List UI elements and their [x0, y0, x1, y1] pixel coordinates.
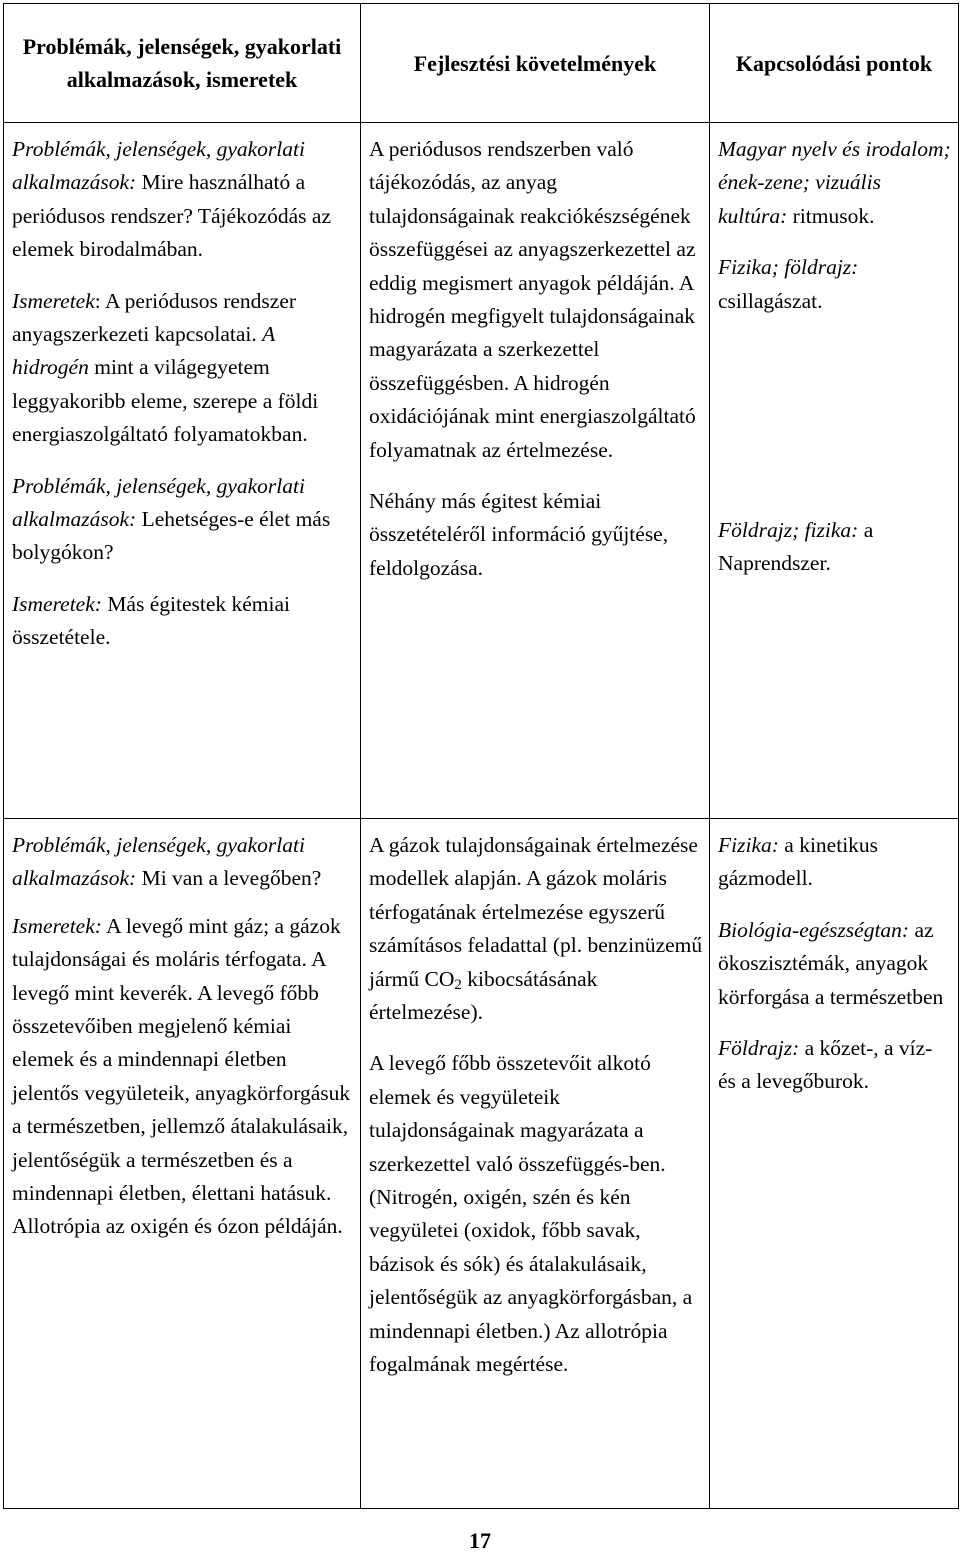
row1-con-p3-text: a Naprendszer.: [718, 518, 874, 576]
row2-p2-label: Ismeretek:: [12, 913, 102, 938]
row2-con-p3: [718, 1032, 952, 1099]
row1-p1: [12, 133, 354, 267]
row1-p4-text: Más égitestek kémiai összetétele.: [12, 591, 291, 650]
row1-p3: [12, 470, 354, 570]
row2-p1-label: Problémák, jelenségek, gyakorlati alkalmazások:: [12, 833, 305, 891]
row1-req-p2: Néhány más égitest kémiai összetételéről információ gyűjtése, feldolgozása.: [369, 489, 669, 580]
row1-con-p3: [718, 514, 952, 581]
row2-p2: [12, 910, 354, 1244]
row2-req-p1-sub: 2: [454, 976, 462, 993]
row1-p2-text1: A periódusos rendszer anyagszerkezeti kapcsolatai.: [12, 288, 297, 347]
row2-con-p2-text: az ökoszisztémák, anyagok körforgása a természetben: [718, 917, 944, 1009]
row1-p4-label: Ismeretek:: [12, 591, 102, 616]
row1-p2-italic: A hidrogén: [12, 322, 275, 380]
row2-p1-text: Mi van a levegőben?: [141, 866, 322, 891]
row2-con-p2-label: Biológia-egészségtan:: [718, 917, 910, 942]
header-requirements: Fejlesztési követelmények: [361, 4, 710, 123]
header-connections: Kapcsolódási pontok: [710, 4, 959, 123]
header-row: [4, 4, 959, 123]
row1-req-p1: A periódusos rendszerben való tájékozódás, az anyag tulajdonságainak reakciókészségének összefüggései az anyagszerkezettel az eddig megismert anyagok példáján. A hidrogén megfigyelt tulajdonságainak magyarázata a szerkezettel összefüggésben. A hidrogén oxidációjának mint energiaszolgáltató folyamatnak az értelmezése.: [369, 137, 696, 462]
row2-req-p1-b: kibocsátásának értelmezése).: [369, 966, 598, 1025]
row1-p2: [12, 285, 354, 452]
row1-p2-colon: :: [94, 288, 101, 313]
table-row: [4, 123, 959, 819]
row2-con-p1-text: a kinetikus gázmodell.: [718, 833, 879, 891]
row2-requirements-cell: [361, 819, 710, 1509]
header-problems: Problémák, jelenségek, gyakorlati alkalmazások, ismeretek: [4, 4, 361, 123]
row2-p1: [12, 829, 354, 896]
row2-con-p3-text: a kőzet-, a víz- és a levegőburok.: [718, 1036, 933, 1094]
row1-con-p1-text: ritmusok.: [792, 203, 875, 228]
row1-con-p1: [718, 133, 952, 233]
curriculum-table: [3, 3, 959, 1509]
row1-p3-label: Problémák, jelenségek, gyakorlati alkalmazások:: [12, 473, 305, 532]
row2-con-p1-label: Fizika:: [718, 833, 779, 857]
row1-p3-text: Lehetséges-e élet más bolygókon?: [12, 507, 331, 565]
row1-p2-text2: mint a világegyetem leggyakoribb eleme, szerepe a földi energiaszolgáltató folyamatokban.: [12, 355, 319, 447]
row1-p2-label: Ismeretek: [12, 288, 95, 313]
row2-con-p1: [718, 829, 952, 896]
row2-problems-cell: [4, 819, 361, 1509]
row2-connections-cell: [710, 819, 959, 1509]
row1-connections-cell: [710, 123, 959, 819]
row1-p4: [12, 588, 354, 655]
row1-p1-label: Problémák, jelenségek, gyakorlati alkalmazások:: [12, 137, 305, 195]
row1-con-p2: [718, 251, 952, 318]
table-row: [4, 819, 959, 1509]
row2-req-p2: A levegő főbb összetevőit alkotó elemek és vegyületeik tulajdonságainak magyarázata a szerkezettel való összefüggés-ben. (Nitrogén, oxigén, szén és kén vegyületei (oxidok, főbb savak, bázisok és sók) és átalakulásaik, jelentőségük az anyagkörforgásban, a mindennapi életben.) Az allotrópia fogalmának megértése.: [369, 1051, 693, 1377]
row2-req-p1-a: A gázok tulajdonságainak értelmezése modellek alapján. A gázok moláris térfogatának értelmezése egyszerű számításos feladattal (pl. benzinüzemű jármű CO: [369, 833, 703, 991]
row2-req-p1: [369, 829, 703, 1029]
row1-p1-text: Mire használható a periódusos rendszer? Tájékozódás az elemek birodalmában.: [12, 170, 331, 262]
row1-con-p3-label: Földrajz; fizika:: [718, 518, 859, 543]
row1-requirements-cell: [361, 123, 710, 819]
row1-con-p2-label: Fizika; földrajz:: [718, 255, 859, 280]
row1-con-p2-text: csillagászat.: [718, 288, 823, 313]
row2-p2-text: A levegő mint gáz; a gázok tulajdonságai és moláris térfogata. A levegő mint keverék. A levegő főbb összetevőiben megjelenő kémiai elemek és a mindennapi életben jelentős vegyületeik, anyagkörforgásuk a természetben, jellemző átalakulásaik, jelentőségük a természetben és a mindennapi életben, élettani hatásuk. Allotrópia az oxigén és ózon példáján.: [12, 913, 351, 1239]
row2-con-p2: [718, 914, 952, 1014]
row1-con-p1-label: Magyar nyelv és irodalom; ének-zene; vizuális kultúra:: [718, 137, 951, 228]
page-number: 17: [469, 1528, 491, 1553]
row2-con-p3-label: Földrajz:: [718, 1036, 800, 1061]
row1-problems-cell: [4, 123, 361, 819]
